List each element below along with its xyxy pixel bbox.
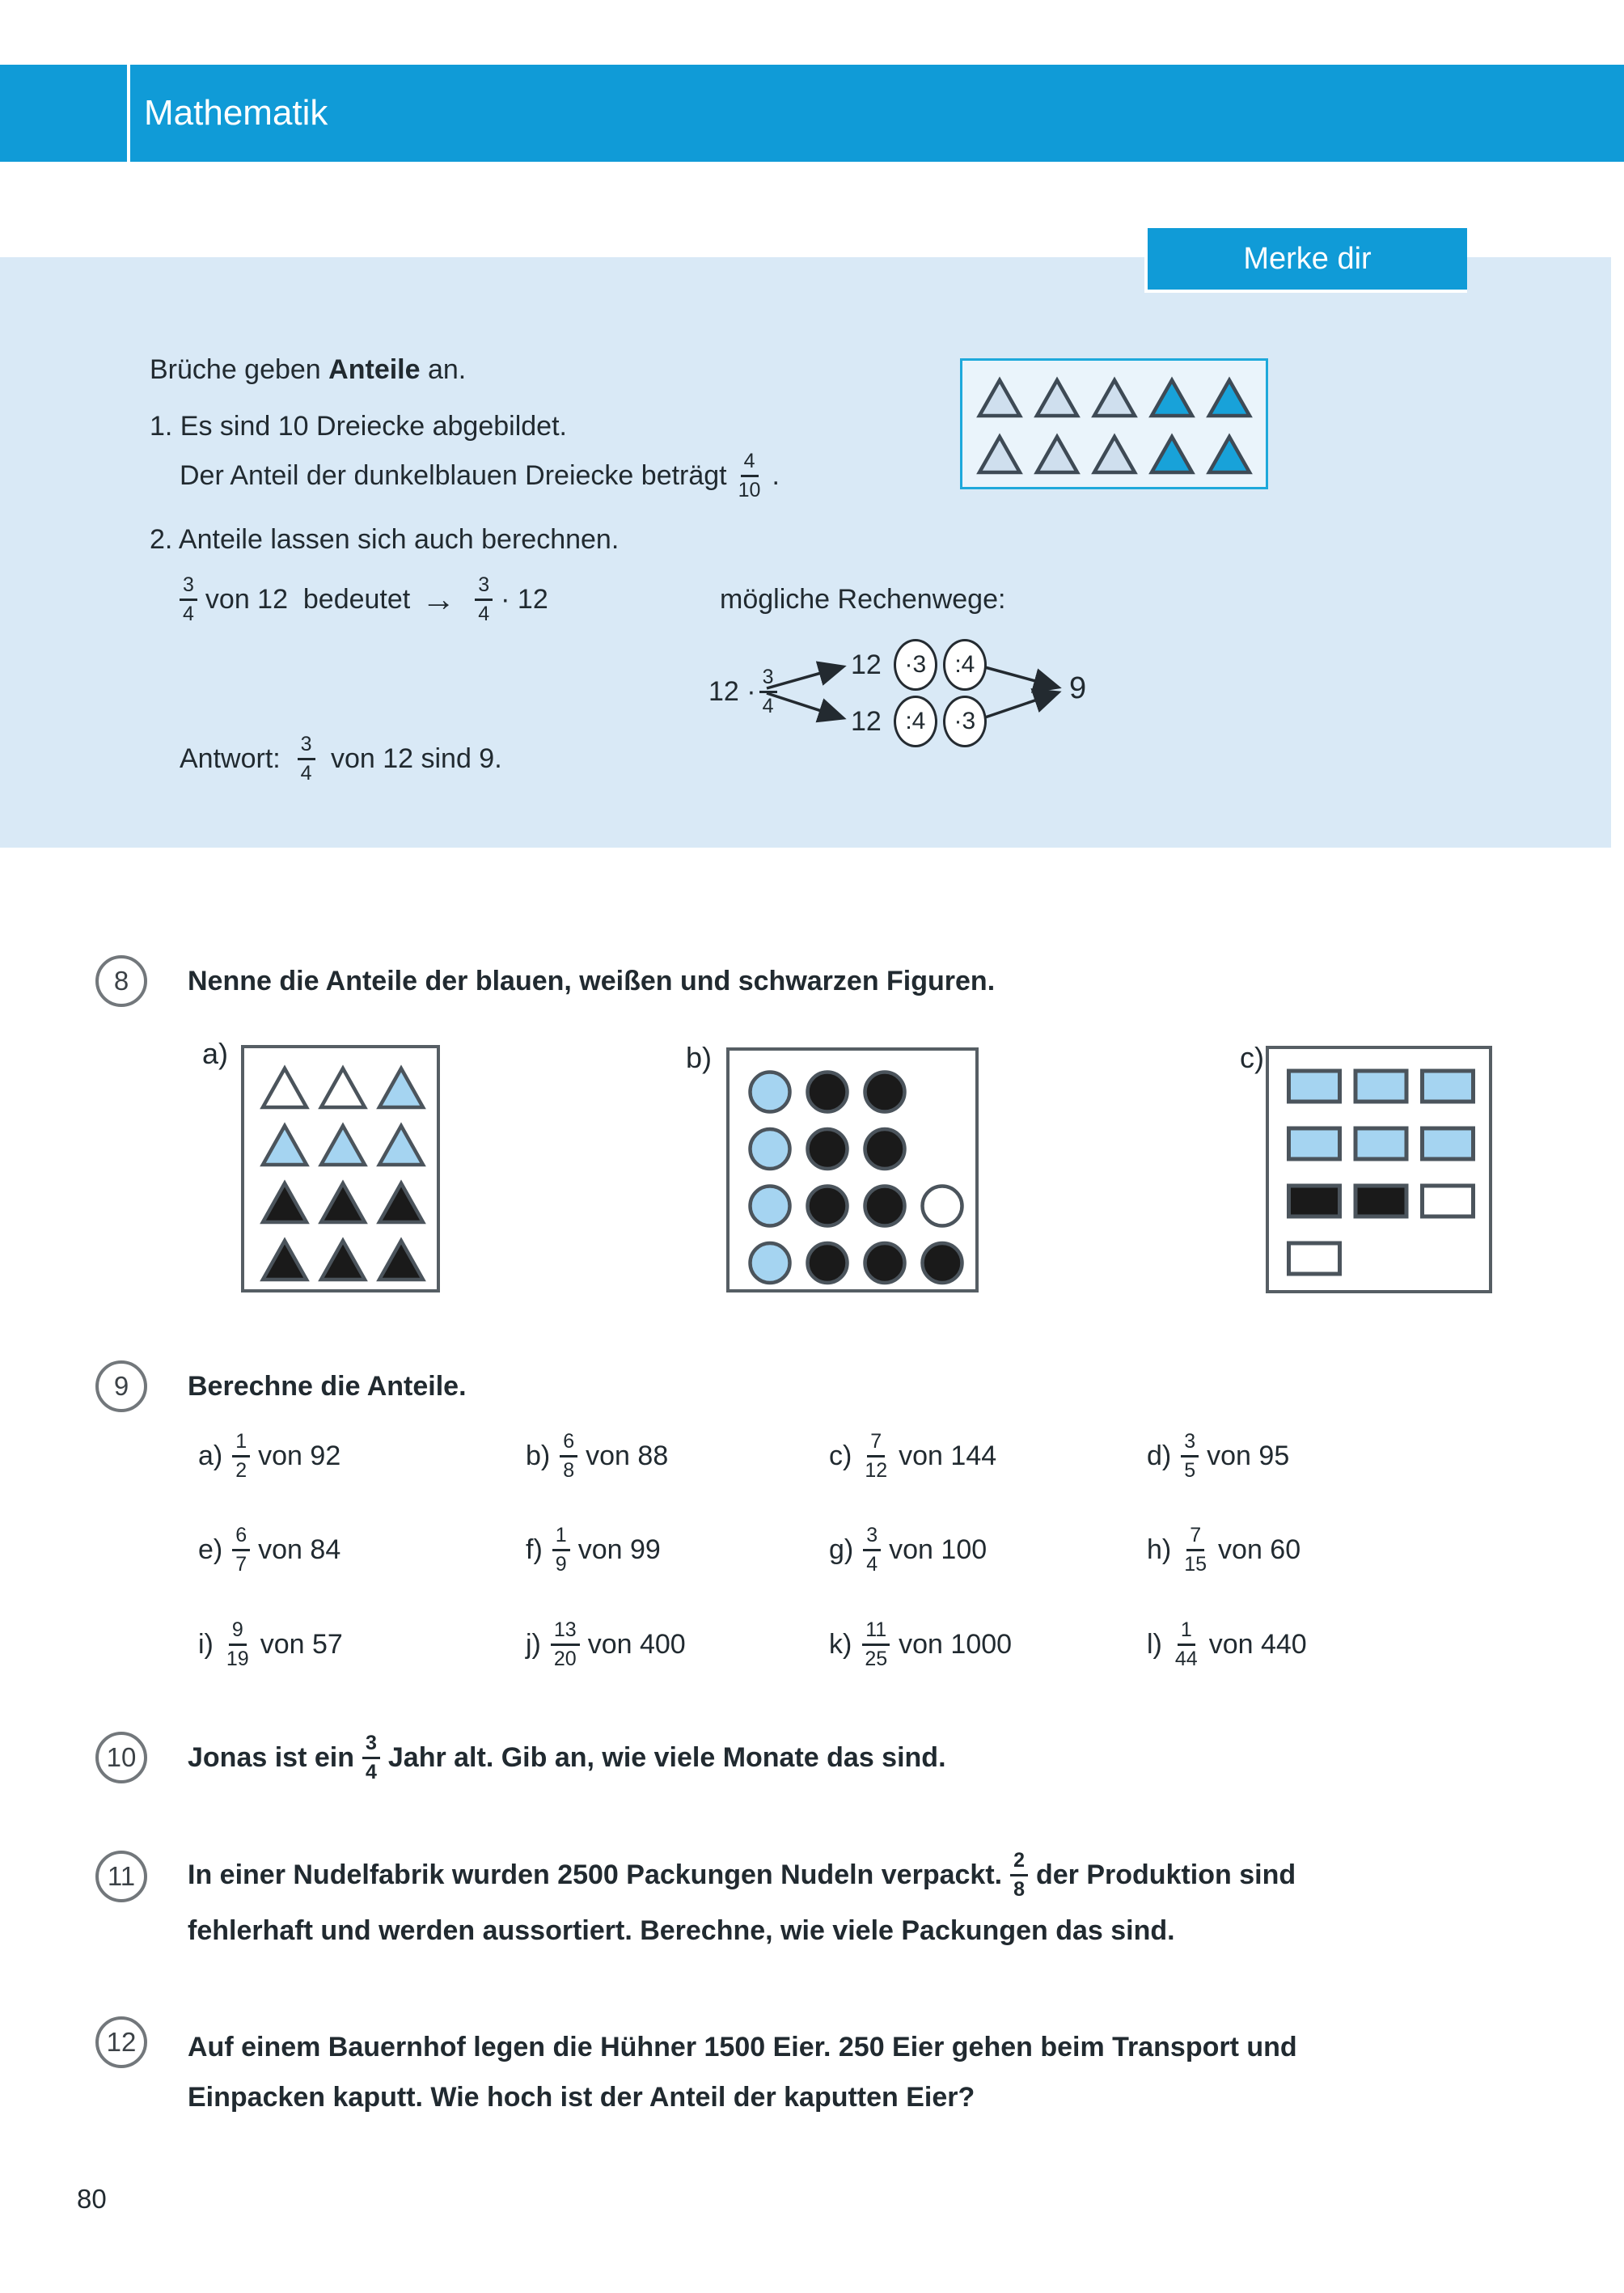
diagram-arrows xyxy=(759,635,1078,752)
rect-shape-blue xyxy=(1355,1071,1406,1102)
fraction-denominator: 44 xyxy=(1174,1647,1198,1670)
figure-a xyxy=(244,1048,437,1293)
fraction xyxy=(560,1429,577,1482)
fraction-denominator: 7 xyxy=(235,1552,247,1576)
branch-base: 12 xyxy=(851,705,882,737)
fraction xyxy=(735,451,764,501)
merke-item-2: 2. Anteile lassen sich auch berechnen. xyxy=(150,524,620,555)
fraction xyxy=(1010,1848,1028,1901)
fraction-numerator: 3 xyxy=(180,575,197,601)
triangle-shape-black xyxy=(263,1241,307,1280)
item-label: e) xyxy=(198,1534,223,1565)
merke-item-1-detail xyxy=(180,446,780,505)
rect-shape-white xyxy=(1289,1243,1340,1274)
fraction-numerator: 1 xyxy=(552,1525,570,1551)
right-arrow-icon: → xyxy=(421,580,456,618)
fraction-numerator: 7 xyxy=(1186,1525,1204,1551)
moegliche-rechenwege-label: mögliche Rechenwege: xyxy=(720,584,1006,615)
fraction xyxy=(1181,1429,1199,1482)
circle-shape-black xyxy=(865,1187,905,1226)
fraction-denominator: 15 xyxy=(1184,1552,1207,1576)
triangle-shape-blue xyxy=(321,1126,365,1165)
exercise-9-item-f xyxy=(526,1516,661,1584)
rect-shape-blue xyxy=(1355,1128,1406,1159)
c-grid xyxy=(1269,1049,1489,1290)
fraction xyxy=(180,575,197,624)
item-label: j) xyxy=(526,1628,541,1660)
figure-c xyxy=(1269,1049,1489,1294)
fraction-numerator: 11 xyxy=(862,1620,890,1646)
fraction-denominator: 20 xyxy=(553,1647,577,1670)
triangle-shape-light xyxy=(1037,380,1077,416)
exercise-number-label: 12 xyxy=(106,2027,137,2057)
item-text: von 100 xyxy=(889,1534,988,1565)
exercise-9-item-j xyxy=(526,1610,686,1678)
triangle-shape-black xyxy=(379,1183,423,1222)
exercise-9-item-l xyxy=(1147,1610,1307,1678)
triangle-shape-black xyxy=(321,1241,365,1280)
fraction-denominator: 12 xyxy=(865,1458,888,1482)
fraction-denominator: 4 xyxy=(478,602,490,625)
item-text: von 60 xyxy=(1218,1534,1301,1565)
merke-intro-pre: Brüche geben xyxy=(150,354,329,385)
fraction-denominator: 10 xyxy=(738,478,761,501)
merke-answer xyxy=(180,730,502,788)
item-text: von 1000 xyxy=(899,1628,1013,1660)
fraction xyxy=(475,575,493,624)
merke-calc-line xyxy=(180,570,548,628)
exercise-number-label: 9 xyxy=(113,1371,129,1401)
fraction-denominator: 2 xyxy=(235,1458,247,1482)
item-label: b) xyxy=(526,1440,551,1471)
merke_triangles-grid xyxy=(962,361,1266,487)
exercise-9-item-i xyxy=(198,1610,343,1678)
circle-shape-black xyxy=(865,1129,905,1169)
item-text: von 440 xyxy=(1208,1628,1307,1660)
fraction-numerator: 6 xyxy=(232,1525,250,1551)
figure-a-box xyxy=(241,1045,440,1292)
circle-shape-black xyxy=(808,1187,848,1226)
fraction-numerator: 9 xyxy=(229,1620,247,1646)
fraction xyxy=(552,1525,570,1575)
a-grid xyxy=(244,1048,437,1289)
exercise-12-line-2: Einpacken kaputt. Wie hoch ist der Anteil der kaputten Eier? xyxy=(188,2082,975,2113)
item-label: k) xyxy=(829,1628,852,1660)
circle-shape-black xyxy=(808,1243,848,1283)
diagram-start-text: 12 · xyxy=(708,675,756,707)
triangle-shape-dark xyxy=(1152,437,1192,472)
item-text: von 88 xyxy=(586,1440,669,1471)
figure-c-box xyxy=(1266,1046,1492,1293)
rect-shape-white xyxy=(1423,1186,1474,1216)
fraction-numerator: 1 xyxy=(232,1432,250,1457)
item-text: von 92 xyxy=(258,1440,341,1471)
exercise-10-text xyxy=(188,1728,946,1787)
operator-ellipse: :4 xyxy=(894,696,937,747)
exercise-9-item-a xyxy=(198,1422,340,1490)
item-label: h) xyxy=(1147,1534,1172,1565)
exercise-9-item-h xyxy=(1147,1516,1300,1584)
exercise-9-item-k xyxy=(829,1610,1012,1678)
fraction xyxy=(861,1620,890,1669)
item-label: a) xyxy=(198,1440,223,1471)
exercise-12-number xyxy=(95,2016,147,2068)
fraction-denominator: 19 xyxy=(226,1647,249,1670)
triangle-shape-blue xyxy=(263,1126,307,1165)
fraction-numerator: 13 xyxy=(551,1620,580,1646)
fraction-numerator: 2 xyxy=(1010,1851,1028,1876)
fraction-numerator: 3 xyxy=(475,575,493,601)
fraction-numerator: 3 xyxy=(863,1525,881,1551)
circle-shape-black xyxy=(865,1072,905,1112)
circle-shape-blue xyxy=(751,1243,790,1283)
triangle-shape-white xyxy=(263,1068,307,1107)
fraction xyxy=(232,1429,250,1482)
exercise-12-line-1: Auf einem Bauernhof legen die Hühner 1500 Eier. 250 Eier gehen beim Transport und xyxy=(188,2032,1297,2062)
fraction xyxy=(1172,1620,1201,1669)
merke-tab xyxy=(1144,228,1467,293)
fraction-denominator: 4 xyxy=(183,602,194,625)
fraction-numerator: 4 xyxy=(741,451,759,477)
page-title: Mathematik xyxy=(144,93,328,133)
item-text: von 144 xyxy=(899,1440,997,1471)
figure-c-label: c) xyxy=(1240,1041,1264,1074)
merke-calc-text: von 12 bedeutet xyxy=(205,583,411,615)
triangle-shape-black xyxy=(379,1241,423,1280)
exercise-11-line-2: fehlerhaft und werden aussortiert. Berechne, wie viele Packungen das sind. xyxy=(188,1915,1175,1946)
fraction-numerator: 3 xyxy=(759,667,777,693)
item-text: von 84 xyxy=(258,1534,341,1565)
rect-shape-black xyxy=(1289,1186,1340,1216)
exercise-9-number xyxy=(95,1360,147,1412)
merke-intro-bold: Anteile xyxy=(328,354,421,385)
merke-triangle-figure xyxy=(962,361,1266,491)
fraction-numerator: 3 xyxy=(298,734,315,760)
item-label: f) xyxy=(526,1534,543,1565)
fraction-denominator: 9 xyxy=(555,1552,567,1576)
exercise-number-label: 10 xyxy=(106,1742,137,1772)
diagram-result: 9 xyxy=(1069,671,1087,705)
operator-ellipse: :4 xyxy=(943,639,987,691)
exercise-11-pre: In einer Nudelfabrik wurden 2500 Packungen Nudeln verpackt. xyxy=(188,1859,1003,1890)
triangle-shape-light xyxy=(1094,380,1135,416)
triangle-shape-dark xyxy=(1209,380,1250,416)
fraction xyxy=(232,1525,250,1575)
merke-tab-label: Merke dir xyxy=(1243,241,1372,276)
circle-shape-black xyxy=(865,1243,905,1283)
fraction xyxy=(861,1429,890,1482)
figure-b xyxy=(730,1051,975,1293)
exercise-9-item-b xyxy=(526,1422,668,1490)
fraction-denominator: 4 xyxy=(300,761,312,785)
figure-b-label: b) xyxy=(686,1041,713,1074)
fraction-numerator: 1 xyxy=(1178,1620,1195,1646)
triangle-shape-light xyxy=(1094,437,1135,472)
exercise-9-item-e xyxy=(198,1516,340,1584)
exercise-9-item-g xyxy=(829,1516,987,1584)
item-label: c) xyxy=(829,1440,852,1471)
fraction-denominator: 4 xyxy=(762,694,774,717)
exercise-11-text xyxy=(188,1847,1296,1953)
fraction-numerator: 3 xyxy=(1181,1432,1199,1457)
operator-ellipse: ·3 xyxy=(943,696,987,747)
exercise-number-label: 11 xyxy=(107,1861,136,1891)
exercise-11-number xyxy=(95,1851,147,1902)
item-text: von 400 xyxy=(587,1628,686,1660)
merke-item-1-detail-text: Der Anteil der dunkelblauen Dreiecke beträgt xyxy=(180,459,727,491)
figure-b-box xyxy=(726,1047,979,1292)
triangle-shape-white xyxy=(321,1068,365,1107)
merke-item-1: 1. Es sind 10 Dreiecke abgebildet. xyxy=(150,411,567,442)
circle-shape-black xyxy=(808,1129,848,1169)
merke-calc-tail: · 12 xyxy=(501,583,548,615)
rect-shape-blue xyxy=(1423,1071,1474,1102)
item-label: g) xyxy=(829,1534,854,1565)
fraction xyxy=(223,1620,252,1669)
exercise-8-number xyxy=(95,955,147,1007)
merke-item-1-detail-period: . xyxy=(772,459,780,491)
rect-shape-blue xyxy=(1289,1128,1340,1159)
exercise-9-item-c xyxy=(829,1422,996,1490)
triangle-shape-black xyxy=(263,1183,307,1222)
merke-intro xyxy=(150,354,466,386)
exercise-11-line-1 xyxy=(188,1847,1296,1903)
merke-intro-post: an. xyxy=(420,354,467,385)
exercise-number-label: 8 xyxy=(113,966,129,996)
rect-shape-blue xyxy=(1423,1128,1474,1159)
fraction-denominator: 25 xyxy=(865,1647,888,1670)
circle-shape-black xyxy=(808,1072,848,1112)
triangle-shape-black xyxy=(321,1183,365,1222)
rect-shape-black xyxy=(1355,1186,1406,1216)
fraction-numerator: 3 xyxy=(362,1733,380,1759)
exercise-12-text xyxy=(188,2022,1297,2122)
exercise-10-number xyxy=(95,1732,147,1783)
circle-shape-white xyxy=(923,1187,962,1226)
triangle-shape-light xyxy=(979,380,1020,416)
fraction-denominator: 8 xyxy=(1013,1877,1025,1901)
branch-base: 12 xyxy=(851,649,882,680)
item-label: l) xyxy=(1147,1628,1162,1660)
operator-ellipse: ·3 xyxy=(894,639,937,691)
item-label: i) xyxy=(198,1628,214,1660)
triangle-shape-blue xyxy=(379,1126,423,1165)
item-text: von 99 xyxy=(577,1534,661,1565)
rect-shape-blue xyxy=(1289,1071,1340,1102)
circle-shape-blue xyxy=(751,1072,790,1112)
triangle-shape-blue xyxy=(379,1068,423,1107)
triangle-shape-dark xyxy=(1209,437,1250,472)
exercise-9-item-d xyxy=(1147,1422,1289,1490)
exercise-8-title: Nenne die Anteile der blauen, weißen und schwarzen Figuren. xyxy=(188,966,996,996)
fraction-numerator: 6 xyxy=(560,1432,577,1457)
item-text: von 95 xyxy=(1207,1440,1290,1471)
circle-shape-black xyxy=(923,1243,962,1283)
circle-shape-blue xyxy=(751,1187,790,1226)
fraction xyxy=(298,734,315,784)
figure-a-label: a) xyxy=(202,1037,229,1070)
merke-answer-post: von 12 sind 9. xyxy=(323,742,502,774)
item-text: von 57 xyxy=(260,1628,343,1660)
triangle-shape-light xyxy=(1037,437,1077,472)
merke-answer-pre: Antwort: xyxy=(180,742,296,774)
page-number: 80 xyxy=(77,2184,107,2214)
exercise-9-title: Berechne die Anteile. xyxy=(188,1371,467,1402)
header-divider xyxy=(127,65,130,162)
b-grid xyxy=(730,1051,975,1289)
fraction-denominator: 5 xyxy=(1184,1458,1196,1482)
fraction-numerator: 7 xyxy=(867,1432,885,1457)
fraction xyxy=(1181,1525,1210,1575)
fraction-denominator: 4 xyxy=(365,1760,377,1783)
merke-triangle-grid-box xyxy=(960,358,1268,489)
exercise-10-pre: Jonas ist ein xyxy=(188,1741,354,1773)
triangle-shape-dark xyxy=(1152,380,1192,416)
circle-shape-blue xyxy=(751,1129,790,1169)
exercise-10-post: Jahr alt. Gib an, wie viele Monate das sind. xyxy=(387,1741,946,1773)
fraction xyxy=(863,1525,881,1575)
exercise-11-post: der Produktion sind xyxy=(1036,1859,1296,1890)
triangle-shape-light xyxy=(979,437,1020,472)
item-label: d) xyxy=(1147,1440,1172,1471)
fraction-denominator: 4 xyxy=(866,1552,878,1576)
fraction xyxy=(551,1620,580,1669)
fraction xyxy=(362,1733,380,1783)
fraction-denominator: 8 xyxy=(563,1458,575,1482)
